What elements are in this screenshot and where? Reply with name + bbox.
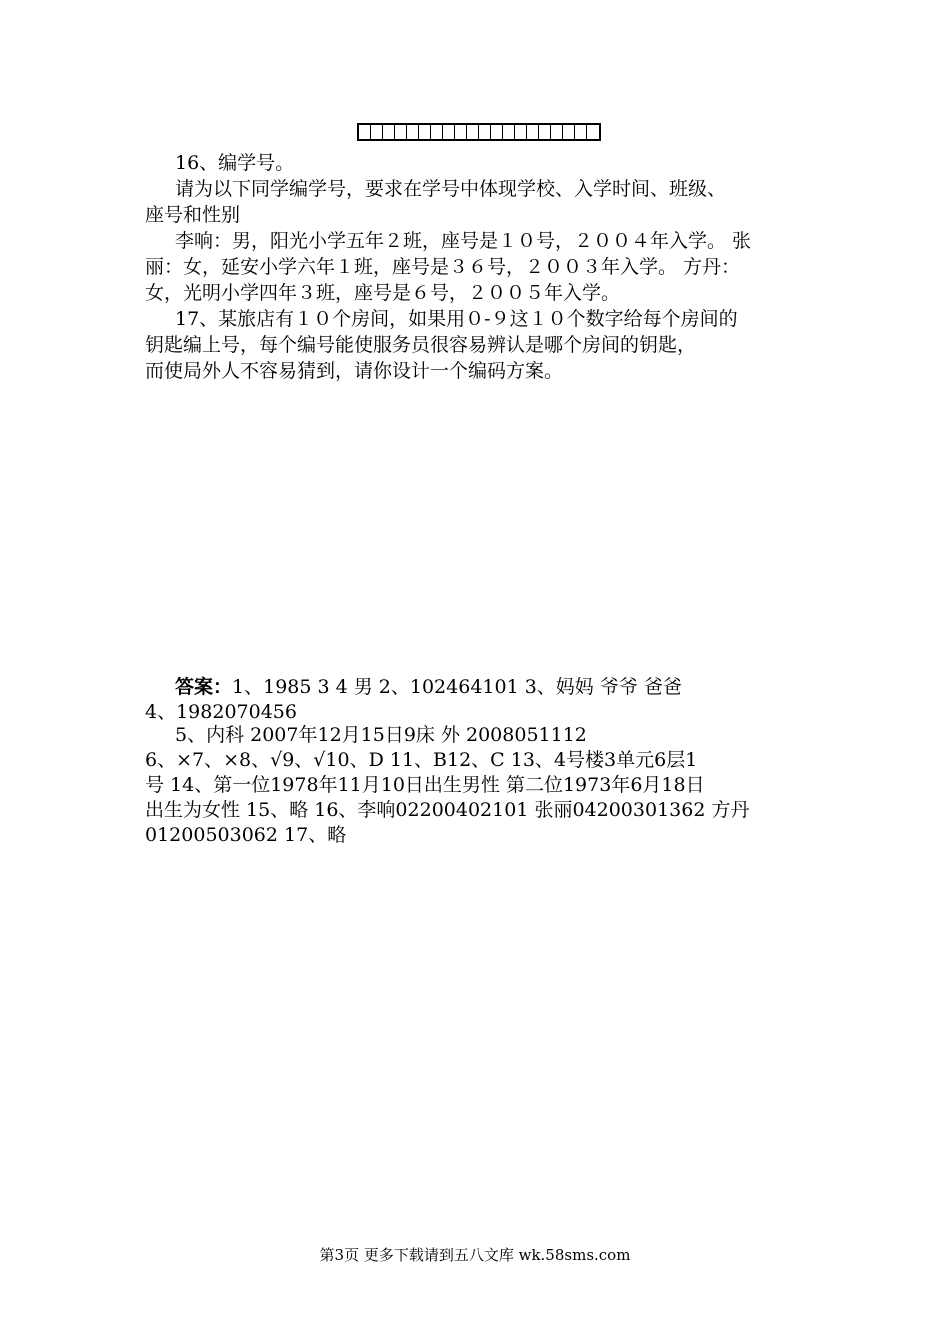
answers-line-4: 6、×7、×8、√9、√10、D 11、B12、C 13、4号楼3单元6层1 <box>145 749 698 771</box>
answers-line-7: 01200503062 17、略 <box>145 824 347 846</box>
answers-line-2: 4、1982070456 <box>145 701 297 723</box>
box-row-decoration <box>357 123 601 141</box>
q17-line-2: 钥匙编上号，每个编号能使服务员很容易辨认是哪个房间的钥匙， <box>145 334 697 356</box>
q16-line-5: 女，光明小学四年３班，座号是６号，２００５年入学。 <box>145 282 621 304</box>
answers-line-5: 号 14、第一位1978年11月10日出生男性 第二位1973年6月18日 <box>145 774 705 796</box>
answers-line-3: 5、内科 2007年12月15日9床 外 2008051112 <box>175 724 587 746</box>
q16-line-1: 请为以下同学编学号，要求在学号中体现学校、入学时间、班级、 <box>175 178 727 200</box>
q17-line-1: 17、某旅店有１０个房间，如果用０-９这１０个数字给每个房间的 <box>175 308 738 330</box>
q16-line-4: 丽：女，延安小学六年１班，座号是３６号，２００３年入学。 方丹： <box>145 256 741 278</box>
page-footer: 第3页 更多下载请到五八文库 wk.58sms.com <box>319 1246 631 1264</box>
q16-line-2: 座号和性别 <box>145 204 241 226</box>
answers-label: 答案： <box>175 676 233 698</box>
q16-line-3: 李响：男，阳光小学五年２班，座号是１０号，２００４年入学。 张 <box>175 230 752 252</box>
answers-line-1-text: 1、1985 3 4 男 2、102464101 3、妈妈 爷爷 爸爸 <box>232 676 682 698</box>
q17-line-3: 而使局外人不容易猜到，请你设计一个编码方案。 <box>145 360 564 382</box>
answers-line-1 <box>175 674 682 700</box>
q16-title: 16、编学号。 <box>175 152 295 174</box>
answers-line-6: 出生为女性 15、略 16、李响02200402101 张丽04200301362 方丹 <box>145 799 750 821</box>
